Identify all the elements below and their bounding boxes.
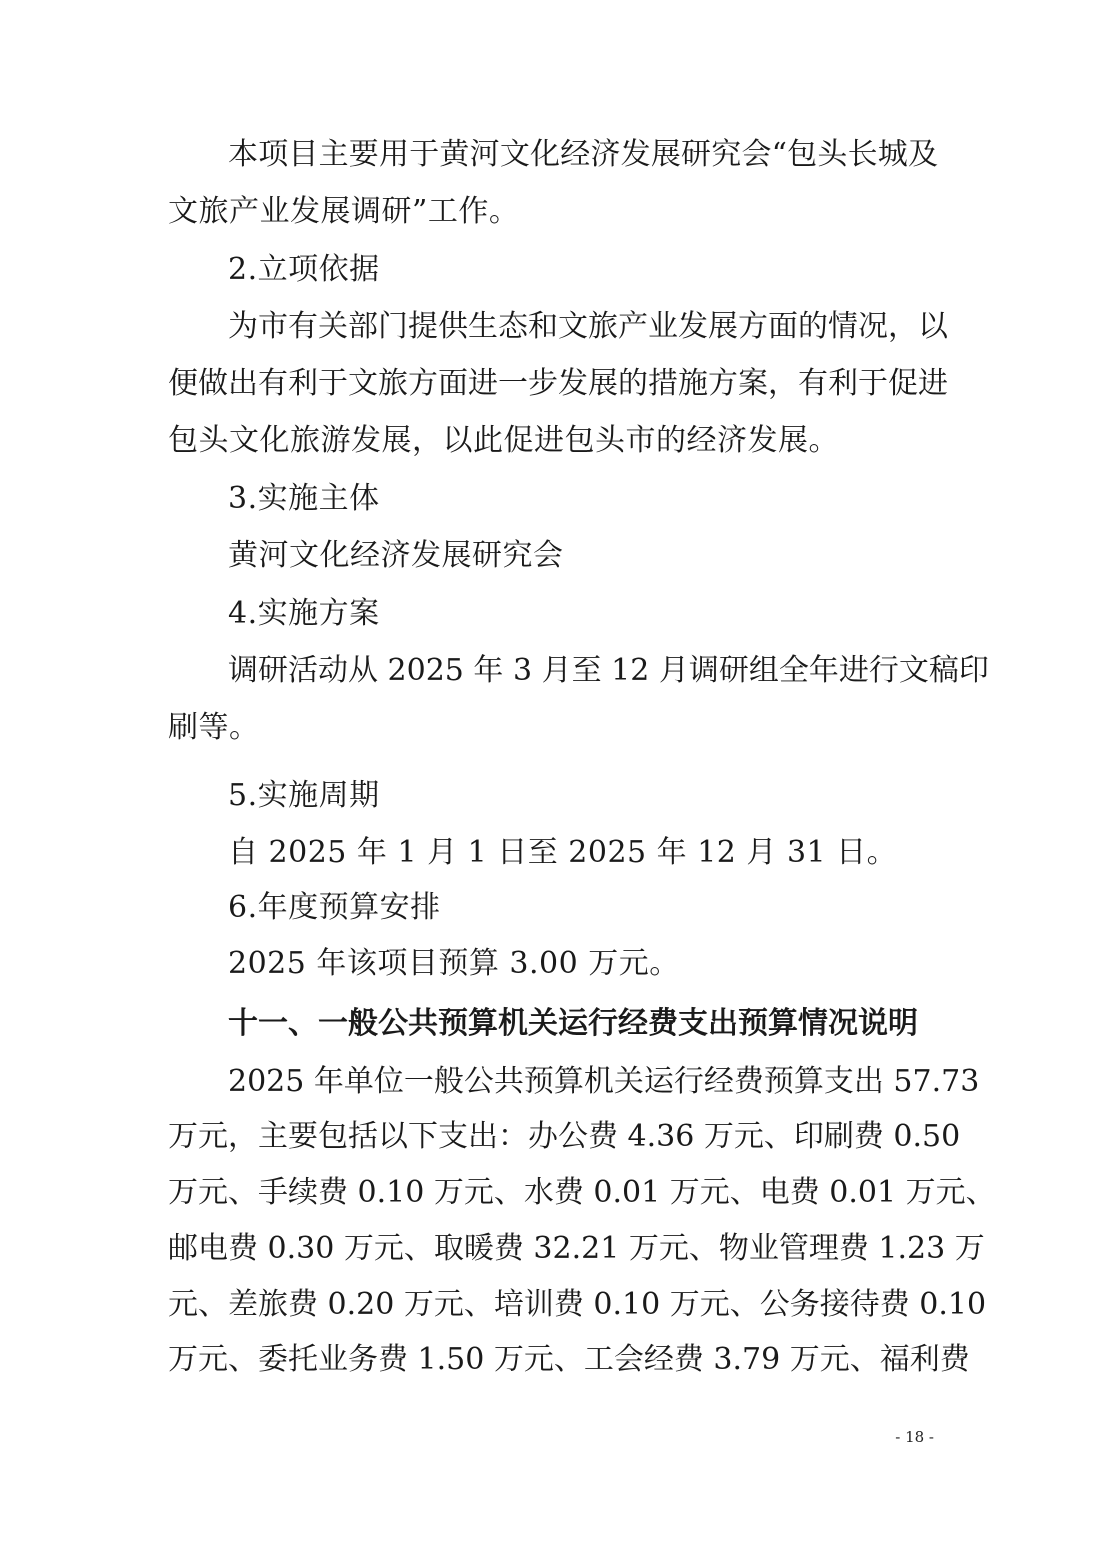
paragraph-line: 邮电费 0.30 万元、取暖费 32.21 万元、物业管理费 1.23 万 (168, 1231, 985, 1266)
paragraph-line: 2025 年该项目预算 3.00 万元。 (228, 946, 680, 981)
paragraph-line: 文旅产业发展调研”工作。 (168, 194, 520, 229)
paragraph-line: 2025 年单位一般公共预算机关运行经费预算支出 57.73 (228, 1064, 980, 1099)
paragraph-line: 万元，主要包括以下支出：办公费 4.36 万元、印刷费 0.50 (168, 1119, 961, 1154)
paragraph-line: 为市有关部门提供生态和文旅产业发展方面的情况，以 (228, 309, 948, 344)
paragraph-line: 自 2025 年 1 月 1 日至 2025 年 12 月 31 日。 (228, 835, 898, 870)
paragraph-line: 包头文化旅游发展，以此促进包头市的经济发展。 (168, 423, 839, 458)
subheading-project-basis: 2.立项依据 (228, 252, 380, 287)
paragraph-line: 刷等。 (168, 710, 260, 745)
paragraph-line: 调研活动从 2025 年 3 月至 12 月调研组全年进行文稿印 (228, 653, 989, 688)
paragraph-line: 便做出有利于文旅方面进一步发展的措施方案，有利于促进 (168, 366, 948, 401)
section-heading: 十一、一般公共预算机关运行经费支出预算情况说明 (228, 1006, 918, 1041)
subheading-implementing-entity: 3.实施主体 (228, 481, 380, 516)
paragraph-line: 万元、手续费 0.10 万元、水费 0.01 万元、电费 0.01 万元、 (168, 1175, 996, 1210)
subheading-implementation-plan: 4.实施方案 (228, 596, 380, 631)
paragraph-line: 黄河文化经济发展研究会 (228, 538, 564, 573)
subheading-annual-budget: 6.年度预算安排 (228, 890, 441, 925)
paragraph-line: 本项目主要用于黄河文化经济发展研究会“包头长城及 (228, 137, 938, 172)
paragraph-line: 万元、委托业务费 1.50 万元、工会经费 3.79 万元、福利费 (168, 1342, 970, 1377)
subheading-implementation-period: 5.实施周期 (228, 778, 380, 813)
page-number: - 18 - (895, 1428, 934, 1446)
paragraph-line: 元、差旅费 0.20 万元、培训费 0.10 万元、公务接待费 0.10 (168, 1287, 987, 1322)
